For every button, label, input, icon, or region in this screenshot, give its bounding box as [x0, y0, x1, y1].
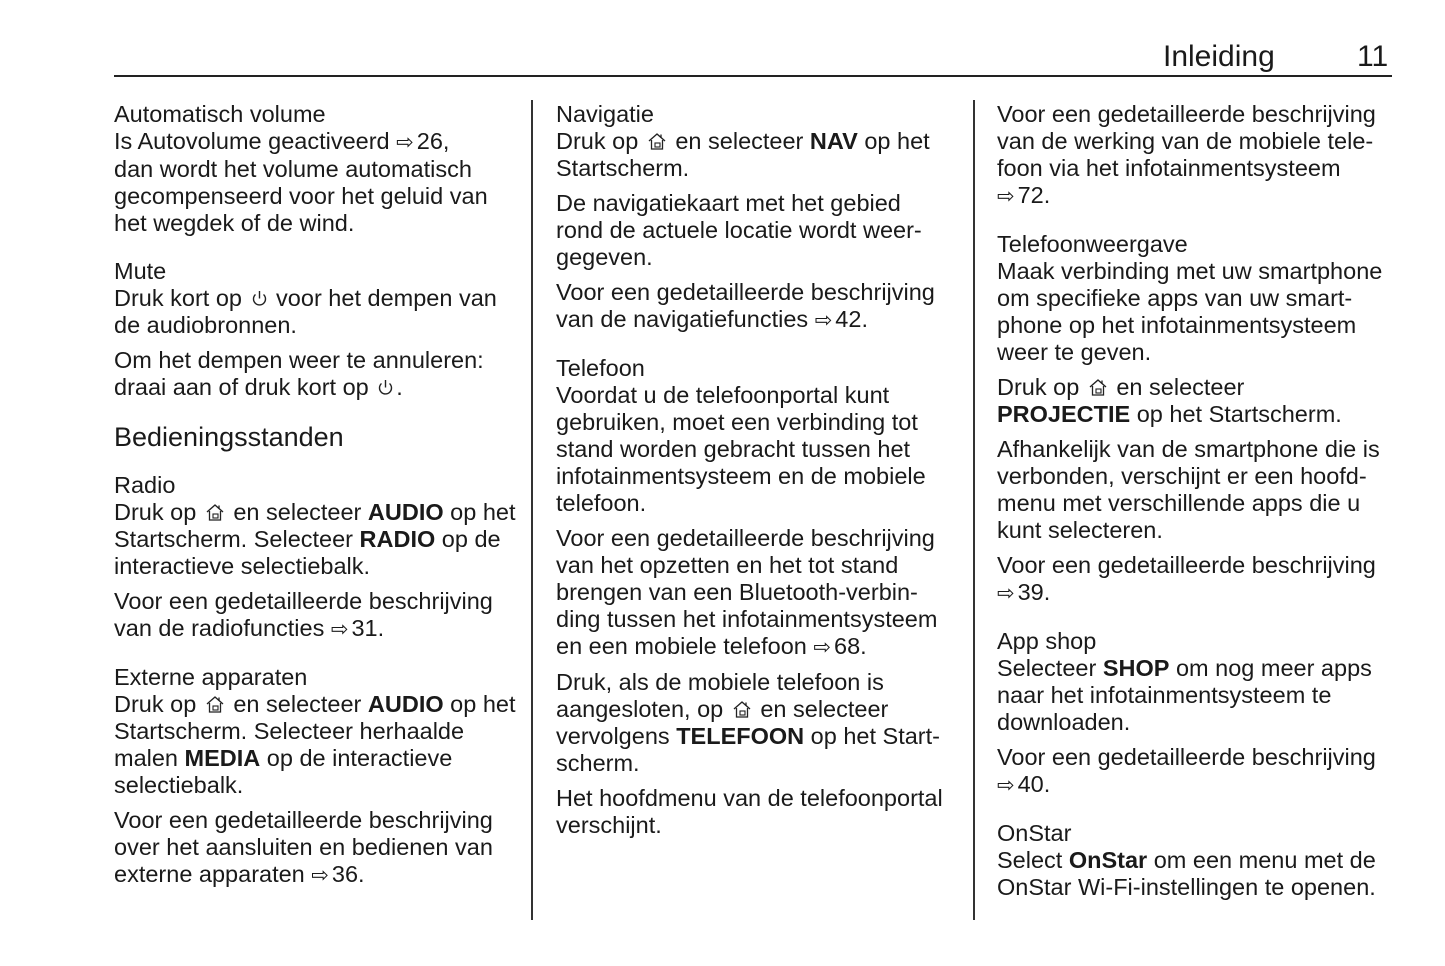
- text-line: [114, 691, 524, 718]
- text-run: en selecteer: [668, 128, 810, 154]
- text-line: [997, 258, 1407, 285]
- text-run: Druk op: [997, 374, 1086, 400]
- text-line: [114, 312, 524, 339]
- subsection-heading: App shop: [997, 628, 1097, 654]
- power-icon: [375, 374, 396, 400]
- section: [997, 101, 1407, 210]
- bold-term: PROJECTIE: [997, 401, 1131, 427]
- arrow-ref-icon: ⇨: [997, 582, 1015, 605]
- text-run: op het: [443, 499, 516, 525]
- text-run: infotainmentsysteem en de mobiele: [556, 463, 926, 489]
- text-line: [556, 436, 966, 463]
- text-line: [556, 217, 966, 244]
- text-run: selectiebalk.: [114, 772, 244, 798]
- text-line: [114, 347, 524, 374]
- text-run: de audiobronnen.: [114, 312, 297, 338]
- text-run: Voor een gedetailleerde beschrijving: [114, 588, 493, 614]
- text-run: draai aan of druk kort op: [114, 374, 376, 400]
- paragraph: [556, 128, 966, 182]
- text-run: Druk op: [114, 499, 203, 525]
- text-run: Select: [997, 847, 1069, 873]
- subsection-heading: Navigatie: [556, 101, 654, 127]
- home-icon: [1086, 374, 1110, 400]
- text-run: en selecteer: [226, 499, 368, 525]
- text-line: [556, 525, 966, 552]
- arrow-ref-icon: ⇨: [997, 185, 1015, 208]
- text-run: Druk, als de mobiele telefoon is: [556, 669, 884, 695]
- text-run: .: [377, 615, 385, 641]
- text-line: [556, 750, 966, 777]
- section-heading: Bedieningsstanden: [114, 422, 344, 452]
- column-1: [114, 101, 524, 910]
- home-icon: [645, 128, 669, 154]
- text-run: verbonden, verschijnt er een hoofd-: [997, 463, 1367, 489]
- text-run: verschijnt.: [556, 812, 662, 838]
- text-run: gegeven.: [556, 244, 653, 270]
- text-run: gecompenseerd voor het geluid van: [114, 183, 488, 209]
- text-line: [997, 517, 1407, 544]
- text-run: op het: [443, 691, 516, 717]
- text-run: gebruiken, moet een verbinding tot: [556, 409, 918, 435]
- text-run: om een menu met de: [1147, 847, 1376, 873]
- paragraph: [997, 374, 1407, 428]
- subsection-heading: Automatisch volume: [114, 101, 326, 127]
- text-line: [997, 874, 1407, 901]
- page-number: 11: [1357, 40, 1389, 73]
- text-line: [556, 552, 966, 579]
- text-line: [114, 588, 524, 615]
- text-line: [114, 615, 524, 643]
- text-line: [997, 401, 1407, 428]
- text-run: op het Start-: [804, 723, 940, 749]
- text-line: [114, 745, 524, 772]
- text-line: [556, 155, 966, 182]
- paragraph: [997, 436, 1407, 544]
- text-run: .: [1043, 182, 1051, 208]
- text-run: malen: [114, 745, 185, 771]
- page-reference[interactable]: 72: [1017, 182, 1044, 208]
- text-line: [556, 579, 966, 606]
- arrow-ref-icon: ⇨: [311, 864, 329, 887]
- text-line: [556, 128, 966, 155]
- text-line: [114, 128, 524, 156]
- text-run: Voor een gedetailleerde beschrijving: [997, 101, 1376, 127]
- text-line: [997, 655, 1407, 682]
- text-run: .: [1043, 579, 1051, 605]
- text-run: kunt selecteren.: [997, 517, 1163, 543]
- text-line: [997, 374, 1407, 401]
- text-line: [556, 244, 966, 271]
- home-icon: [730, 696, 754, 722]
- column-divider: [973, 100, 975, 920]
- subsection-heading: Telefoonweergave: [997, 231, 1188, 257]
- text-line: [114, 285, 524, 312]
- text-line: [556, 463, 966, 490]
- paragraph: [114, 588, 524, 643]
- text-run: .: [1043, 771, 1051, 797]
- text-run: Afhankelijk van de smartphone die is: [997, 436, 1380, 462]
- paragraph: [997, 552, 1407, 607]
- text-line: [997, 490, 1407, 517]
- text-run: Druk op: [556, 128, 645, 154]
- text-run: Is Autovolume geactiveerd: [114, 128, 397, 154]
- text-line: [556, 696, 966, 723]
- text-line: [997, 436, 1407, 463]
- section: [556, 355, 966, 839]
- text-run: van de radiofuncties: [114, 615, 331, 641]
- text-run: voor het dempen van: [269, 285, 497, 311]
- bold-term: RADIO: [359, 526, 436, 552]
- text-line: [556, 669, 966, 696]
- text-line: [997, 155, 1407, 182]
- text-run: en selecteer: [1109, 374, 1245, 400]
- column-2: [556, 101, 966, 860]
- text-run: foon via het infotainmentsysteem: [997, 155, 1341, 181]
- text-line: [997, 771, 1407, 799]
- section: [997, 628, 1407, 799]
- section: [556, 101, 966, 334]
- text-line: [556, 409, 966, 436]
- subsection-heading: Externe apparaten: [114, 664, 308, 690]
- subsection-heading: Mute: [114, 258, 167, 284]
- text-run: Voor een gedetailleerde beschrijving: [556, 279, 935, 305]
- text-line: [114, 861, 524, 889]
- page-reference[interactable]: 42: [835, 306, 862, 332]
- section: [114, 258, 524, 401]
- paragraph: [114, 499, 524, 580]
- text-run: Het hoofdmenu van de telefoonportal: [556, 785, 943, 811]
- text-run: Druk op: [114, 691, 203, 717]
- text-run: telefoon.: [556, 490, 647, 516]
- text-run: Startscherm.: [556, 155, 690, 181]
- text-line: [997, 579, 1407, 607]
- text-run: menu met verschillende apps die u: [997, 490, 1361, 516]
- text-line: [114, 156, 524, 183]
- text-run: op de interactieve: [260, 745, 453, 771]
- text-run: Voor een gedetailleerde beschrijving: [997, 744, 1376, 770]
- text-line: [114, 526, 524, 553]
- bold-term: TELEFOON: [676, 723, 805, 749]
- bold-term: MEDIA: [184, 745, 261, 771]
- column-3: [997, 101, 1407, 922]
- text-line: [997, 744, 1407, 771]
- text-run: op de: [435, 526, 501, 552]
- paragraph: [114, 347, 524, 401]
- page-reference[interactable]: 36: [331, 861, 359, 887]
- bold-term: SHOP: [1102, 655, 1170, 681]
- subsection-heading: Telefoon: [556, 355, 645, 381]
- text-line: [114, 553, 524, 580]
- text-run: scherm.: [556, 750, 640, 776]
- text-run: aangesloten, op: [556, 696, 730, 722]
- text-run: externe apparaten: [114, 861, 312, 887]
- text-run: ,: [442, 128, 450, 154]
- text-line: [997, 847, 1407, 874]
- text-line: [556, 812, 966, 839]
- paragraph: [114, 691, 524, 799]
- text-run: Selecteer: [997, 655, 1103, 681]
- text-run: weer te geven.: [997, 339, 1152, 365]
- power-icon: [249, 285, 270, 311]
- paragraph: [997, 847, 1407, 901]
- text-line: [556, 490, 966, 517]
- section: [997, 231, 1407, 607]
- text-line: [556, 633, 966, 661]
- arrow-ref-icon: ⇨: [330, 618, 349, 641]
- text-line: [997, 463, 1407, 490]
- paragraph: [556, 279, 966, 334]
- text-line: [556, 723, 966, 750]
- paragraph: [556, 382, 966, 517]
- paragraph: [997, 655, 1407, 736]
- page-reference[interactable]: 26: [416, 128, 443, 154]
- section: [114, 101, 524, 237]
- arrow-ref-icon: ⇨: [997, 774, 1015, 797]
- text-line: [997, 552, 1407, 579]
- text-line: [114, 499, 524, 526]
- text-run: Voordat u de telefoonportal kunt: [556, 382, 890, 408]
- paragraph: [556, 669, 966, 777]
- bold-term: AUDIO: [367, 691, 444, 717]
- header-rule: [114, 75, 1392, 77]
- text-run: OnStar Wi-Fi-instellingen te openen.: [997, 874, 1376, 900]
- text-run: Om het dempen weer te annuleren:: [114, 347, 484, 373]
- paragraph: [997, 744, 1407, 799]
- paragraph: [556, 785, 966, 839]
- text-line: [556, 279, 966, 306]
- subsection-heading: Radio: [114, 472, 176, 498]
- text-line: [556, 190, 966, 217]
- text-run: om specifieke apps van uw smart-: [997, 285, 1353, 311]
- section: [997, 820, 1407, 901]
- text-run: phone op het infotainmentsysteem: [997, 312, 1357, 338]
- text-run: Startscherm. Selecteer: [114, 526, 360, 552]
- text-run: downloaden.: [997, 709, 1131, 735]
- text-line: [556, 785, 966, 812]
- bold-term: AUDIO: [367, 499, 444, 525]
- section: [114, 664, 524, 889]
- text-line: [997, 285, 1407, 312]
- page-reference[interactable]: 31: [351, 615, 378, 641]
- text-run: Voor een gedetailleerde beschrijving: [556, 525, 935, 551]
- home-icon: [203, 499, 227, 525]
- subsection-heading: OnStar: [997, 820, 1072, 846]
- text-run: Maak verbinding met uw smartphone: [997, 258, 1383, 284]
- bold-term: OnStar: [1068, 847, 1148, 873]
- page-reference[interactable]: 40: [1017, 771, 1044, 797]
- text-run: op het Startscherm.: [1130, 401, 1342, 427]
- home-icon: [203, 691, 227, 717]
- text-run: vervolgens: [556, 723, 677, 749]
- text-run: en selecteer: [226, 691, 368, 717]
- text-run: De navigatiekaart met het gebied: [556, 190, 901, 216]
- page-reference[interactable]: 68: [834, 633, 861, 659]
- bold-term: NAV: [809, 128, 858, 154]
- text-line: [997, 709, 1407, 736]
- text-run: stand worden gebracht tussen het: [556, 436, 911, 462]
- paragraph: [114, 807, 524, 889]
- text-run: het wegdek of de wind.: [114, 210, 355, 236]
- text-line: [997, 682, 1407, 709]
- text-run: rond de actuele locatie wordt weer-: [556, 217, 922, 243]
- arrow-ref-icon: ⇨: [813, 636, 831, 659]
- paragraph: [997, 258, 1407, 366]
- text-run: .: [396, 374, 403, 400]
- text-run: over het aansluiten en bedienen van: [114, 834, 493, 860]
- text-run: om nog meer apps: [1169, 655, 1372, 681]
- text-line: [114, 718, 524, 745]
- text-run: en selecteer: [753, 696, 889, 722]
- text-line: [997, 339, 1407, 366]
- text-run: en een mobiele telefoon: [556, 633, 814, 659]
- text-line: [114, 210, 524, 237]
- section: [114, 472, 524, 643]
- text-line: [556, 382, 966, 409]
- arrow-ref-icon: ⇨: [814, 309, 833, 332]
- text-line: [556, 606, 966, 633]
- text-run: Voor een gedetailleerde beschrijving: [114, 807, 493, 833]
- paragraph: [114, 285, 524, 339]
- text-line: [114, 183, 524, 210]
- paragraph: [997, 101, 1407, 210]
- header-title: Inleiding: [1163, 40, 1275, 73]
- text-run: op het: [857, 128, 930, 154]
- text-run: interactieve selectiebalk.: [114, 553, 371, 579]
- text-line: [556, 306, 966, 334]
- text-line: [114, 834, 524, 861]
- text-run: Startscherm. Selecteer herhaalde: [114, 718, 465, 744]
- paragraph: [556, 525, 966, 661]
- text-line: [114, 807, 524, 834]
- text-run: van de werking van de mobiele tele-: [997, 128, 1374, 154]
- text-line: [114, 374, 524, 401]
- text-run: van de navigatiefuncties: [556, 306, 815, 332]
- text-run: .: [860, 633, 867, 659]
- text-run: .: [358, 861, 365, 887]
- text-run: naar het infotainmentsysteem te: [997, 682, 1332, 708]
- text-run: ding tussen het infotainmentsysteem: [556, 606, 938, 632]
- text-run: Voor een gedetailleerde beschrijving: [997, 552, 1376, 578]
- text-run: brengen van een Bluetooth-verbin-: [556, 579, 918, 605]
- text-line: [997, 312, 1407, 339]
- text-line: [114, 772, 524, 799]
- text-line: [997, 101, 1407, 128]
- column-divider: [531, 100, 533, 920]
- paragraph: [114, 128, 524, 237]
- text-line: [997, 128, 1407, 155]
- text-run: van het opzetten en het tot stand: [556, 552, 899, 578]
- arrow-ref-icon: ⇨: [396, 131, 414, 154]
- text-run: .: [861, 306, 868, 332]
- paragraph: [556, 190, 966, 271]
- page-reference[interactable]: 39: [1017, 579, 1044, 605]
- text-run: dan wordt het volume automatisch: [114, 156, 472, 182]
- text-run: Druk kort op: [114, 285, 249, 311]
- text-line: [997, 182, 1407, 210]
